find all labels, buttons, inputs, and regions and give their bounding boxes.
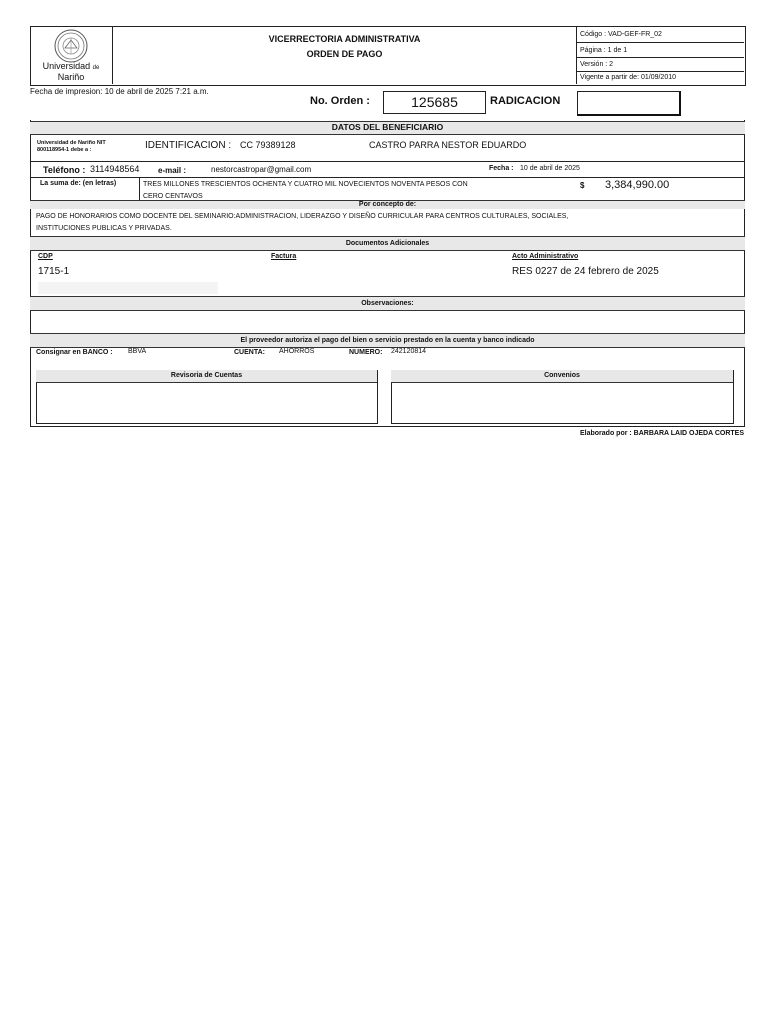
vigente-text: Vigente a partir de: 01/09/2010 [580, 74, 677, 81]
telefono-label: Teléfono : [43, 165, 86, 175]
revisoria-title: Revisoria de Cuentas [36, 370, 377, 383]
acto-value: RES 0227 de 24 febrero de 2025 [512, 266, 659, 277]
radicacion-box [577, 91, 681, 116]
meta-divider-2 [576, 57, 744, 58]
orden-label: No. Orden : [310, 95, 370, 107]
fecha-label: Fecha : [489, 165, 514, 172]
consignar-label: Consignar en BANCO : [36, 349, 113, 356]
form-right-border [744, 120, 745, 427]
section-concepto: Por concepto de: [30, 200, 745, 209]
cuenta-label: CUENTA: [234, 349, 265, 356]
radicacion-label: RADICACION [490, 95, 561, 107]
section-documentos: Documentos Adicionales [30, 236, 745, 251]
factura-label: Factura [271, 253, 297, 260]
beneficiario-name: CASTRO PARRA NESTOR EDUARDO [369, 140, 527, 150]
form-bottom-border [30, 426, 745, 427]
codigo-text: Código : VAD-GEF-FR_02 [580, 31, 662, 38]
banco-value: BBVA [128, 348, 147, 355]
section-beneficiario: DATOS DEL BENEFICIARIO [30, 121, 745, 135]
header-divider-right [576, 26, 577, 84]
email-value: nestorcastropar@gmail.com [211, 165, 312, 174]
elaborado-por: Elaborado por : BARBARA LAID OJEDA CORTES [580, 430, 744, 437]
email-label: e-mail : [158, 166, 187, 175]
title-vicerrectoria: VICERRECTORIA ADMINISTRATIVA [268, 34, 421, 44]
nit-label: Universidad de Nariño NIT 800118954-1 debe a : [37, 140, 106, 153]
meta-divider-1 [576, 42, 744, 43]
suma-divider [139, 177, 140, 200]
meta-divider-3 [576, 71, 744, 72]
print-date: Fecha de impresion: 10 de abril de 2025 7:21 a.m. [30, 87, 209, 96]
form-left-border [30, 120, 31, 427]
title-orden-de-pago: ORDEN DE PAGO [306, 49, 383, 59]
version-text: Versión : 2 [580, 61, 614, 68]
cdp-highlight [38, 282, 218, 294]
row-divider-1 [30, 161, 745, 162]
cuenta-value: AHORROS [279, 348, 315, 355]
numero-value: 242120814 [391, 348, 427, 355]
cdp-label: CDP [38, 253, 53, 260]
concepto-text: PAGO DE HONORARIOS COMO DOCENTE DEL SEMINARIO:ADMINISTRACION, LIDERAZGO Y DISEÑO CURRICULAR PARA CENTROS CULTURALES, SOCIALES, INSTITUCIONES PUBLICAS Y PRIVADAS. [36, 213, 569, 232]
section-observaciones: Observaciones: [30, 296, 745, 311]
university-name: Universidad de Nariño [42, 61, 100, 82]
pagina-text: Página : 1 de 1 [580, 47, 628, 54]
university-seal-logo [52, 29, 90, 63]
acto-label: Acto Administrativo [512, 253, 579, 260]
orden-number: 125685 [411, 94, 458, 110]
suma-label: La suma de: (en letras) [40, 180, 117, 187]
section-autorizacion: El proveedor autoriza el pago del bien o servicio prestado en la cuenta y banco indicado [30, 333, 745, 348]
identificacion-label: IDENTIFICACION : [145, 140, 232, 151]
fecha-value: 10 de abril de 2025 [520, 165, 580, 172]
suma-text: TRES MILLONES TRESCIENTOS OCHENTA Y CUATRO MIL NOVECIENTOS NOVENTA PESOS CON CERO CENTAVOS [143, 181, 468, 200]
identificacion-value: CC 79389128 [240, 140, 296, 150]
telefono-value: 3114948564 [90, 164, 140, 174]
amount-value: 3,384,990.00 [605, 179, 670, 191]
cdp-value: 1715-1 [38, 266, 70, 277]
orden-number-box [383, 91, 486, 114]
convenios-title: Convenios [391, 370, 733, 383]
numero-label: NUMERO: [349, 349, 383, 356]
currency-symbol: $ [580, 181, 585, 190]
row-divider-2 [30, 177, 745, 178]
